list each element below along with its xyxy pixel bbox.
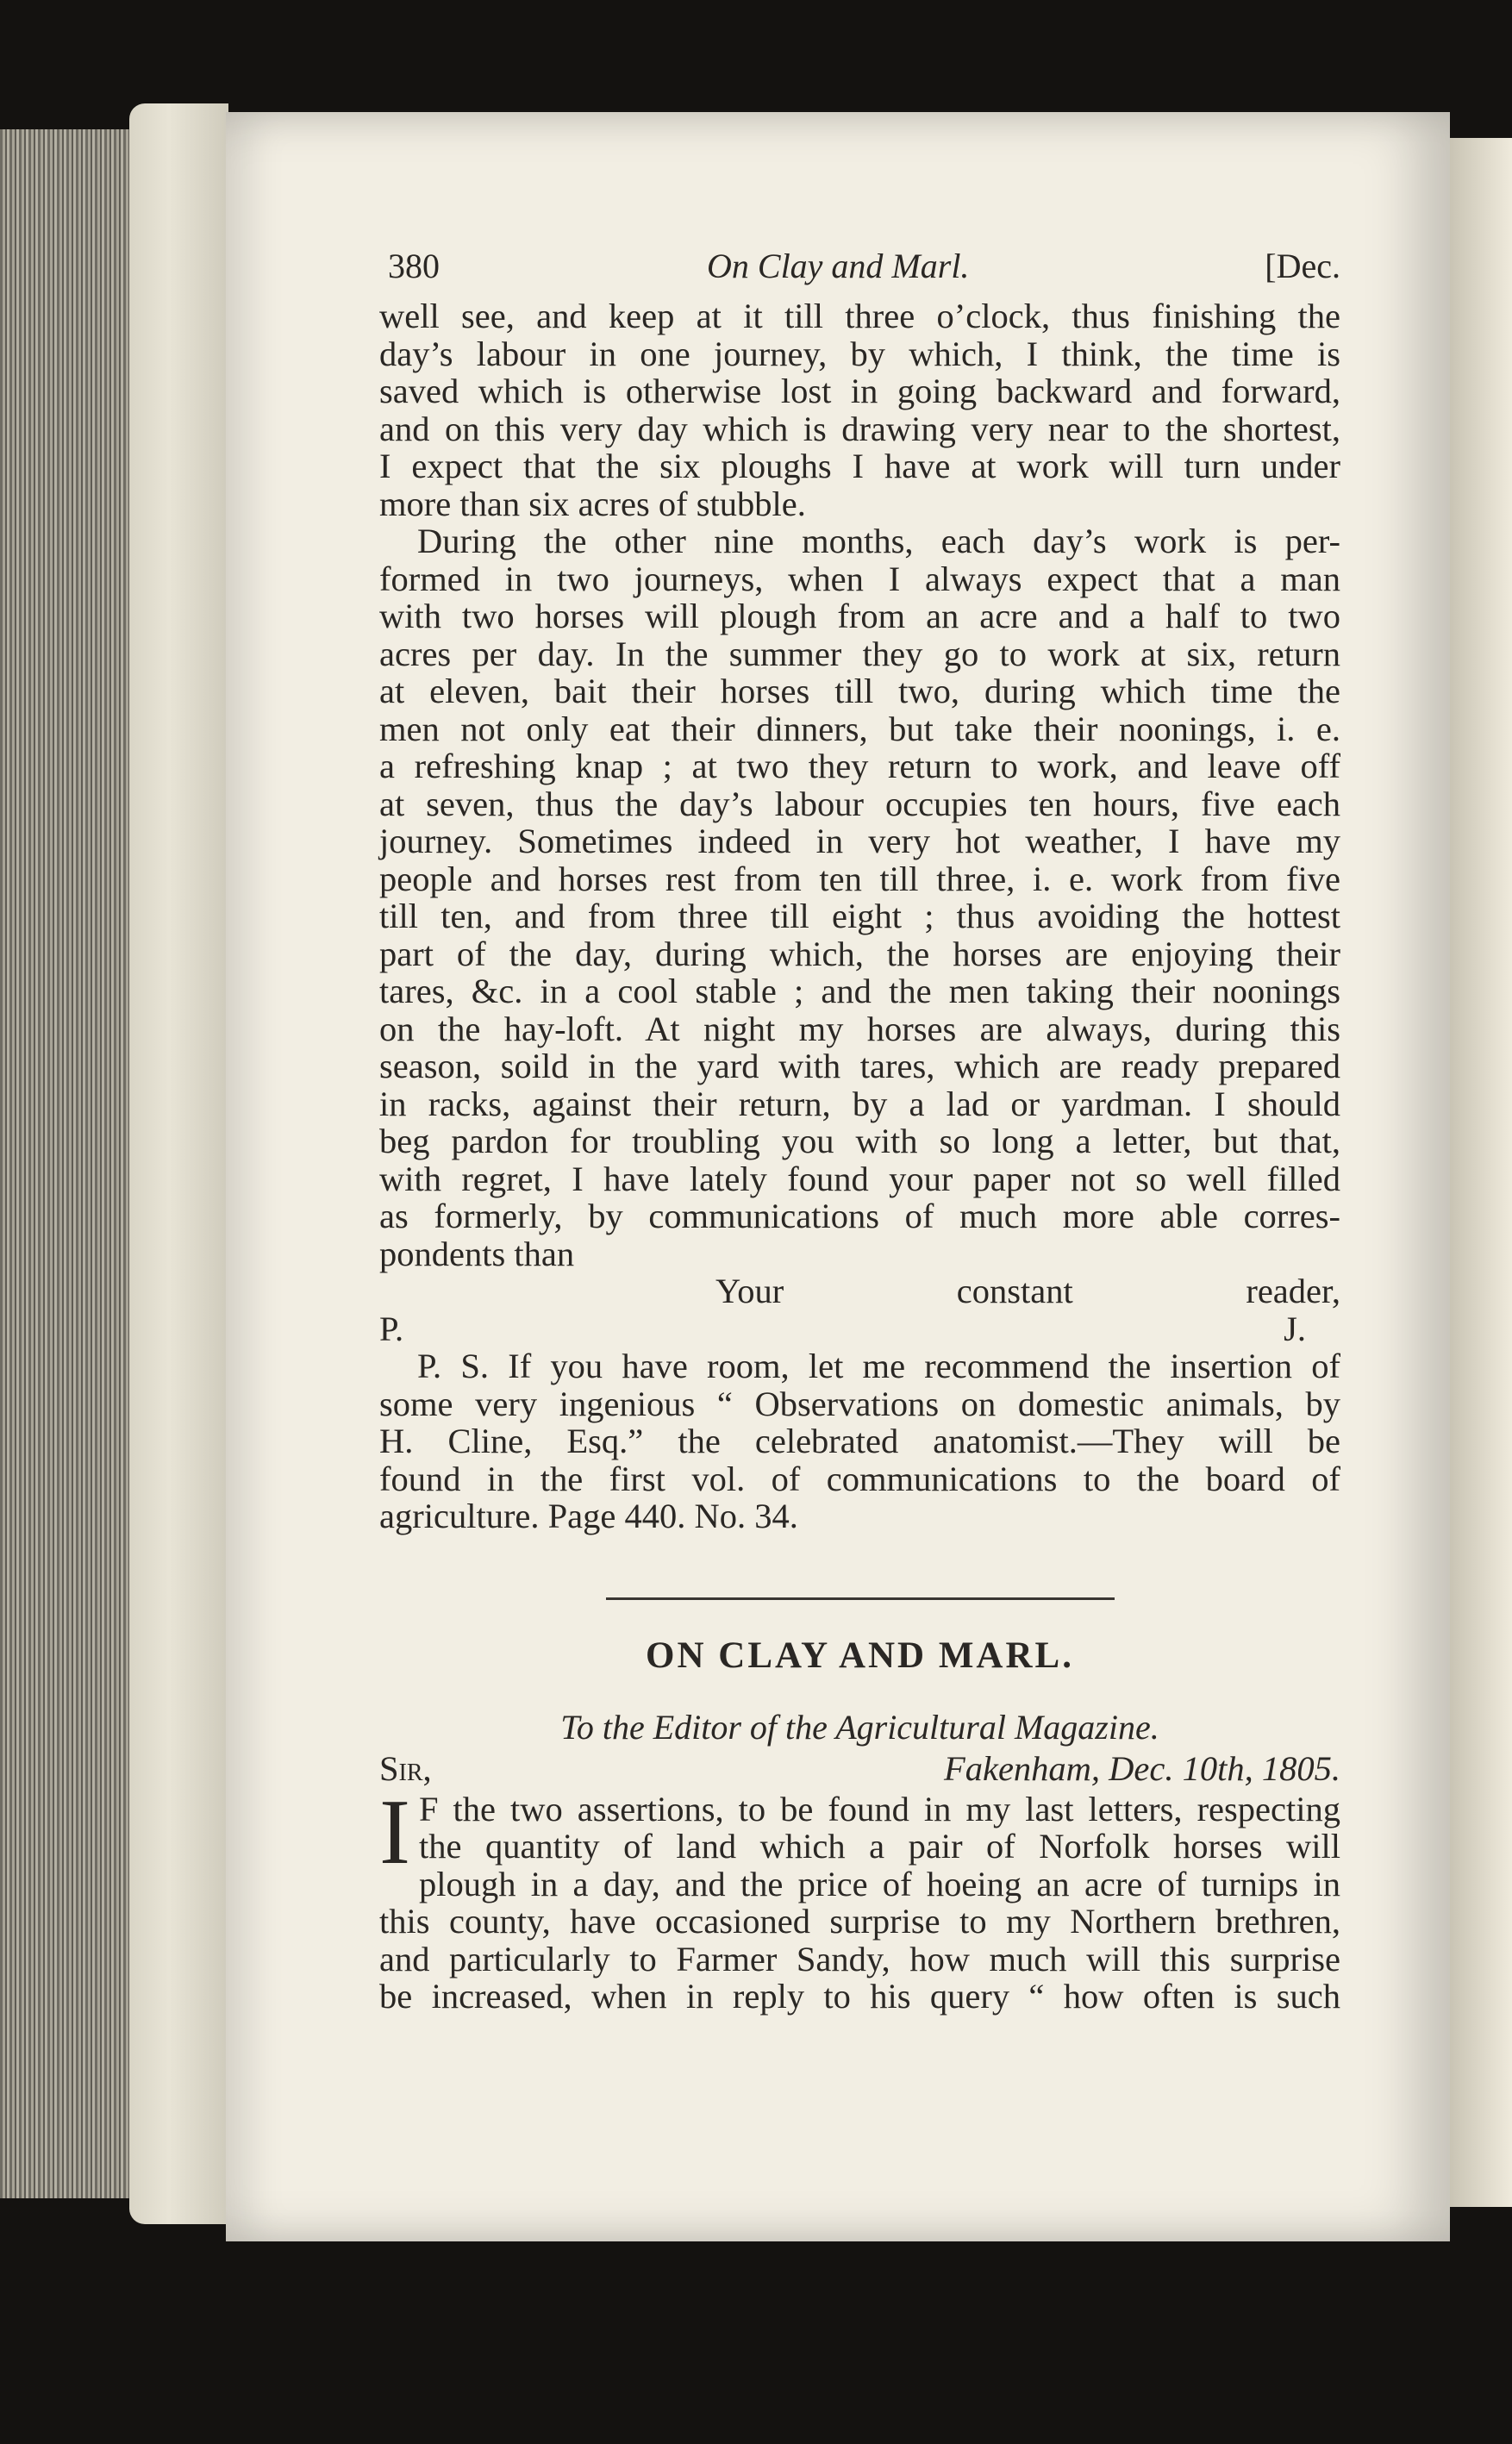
text-line: season, soild in the yard with tares, which are ready prepared [379,1047,1340,1085]
text-line: as formerly, by communications of much more able corres- [379,1197,1340,1235]
salutation-row [379,1747,1340,1791]
text-line: a refreshing knap ; at two they return to work, and leave off [379,747,1340,785]
text-line: people and horses rest from ten till three, i. e. work from five [379,859,1340,898]
text-line: day’s labour in one journey, by which, I think, the time is [379,334,1340,373]
letter-closing: Your constant reader, [715,1272,1340,1310]
text-line: with regret, I have lately found your paper not so well filled [379,1159,1340,1198]
text-line: on the hay-loft. At night my horses are always, during this [379,1009,1340,1048]
text-line: and on this very day which is drawing very near to the shortest, [379,409,1340,448]
text-line: tares, &c. in a cool stable ; and the men taking their noonings [379,972,1340,1010]
text-line: H. Cline, Esq.” the celebrated anatomist.—They will be [379,1422,1340,1460]
section-divider [606,1597,1115,1600]
text-line: this county, have occasioned surprise to my Northern brethren, [379,1902,1340,1941]
text-line: at seven, thus the day’s labour occupies ten hours, five each [379,784,1340,823]
drop-cap: I [379,1780,410,1884]
text-line: the quantity of land which a pair of Norfolk horses will [418,1827,1340,1866]
book-fore-edge [0,129,129,2198]
text-line: till ten, and from three till eight ; thus avoiding the hottest [379,897,1340,935]
page-stack [129,103,228,2224]
text-line: F the two assertions, to be found in my last letters, respecting [418,1789,1340,1828]
text-line: at eleven, bait their horses till two, during which time the [379,672,1340,710]
text-line: and particularly to Farmer Sandy, how much will this surprise [379,1939,1340,1978]
text-line: some very ingenious “ Observations on domestic animals, by [379,1384,1340,1423]
facing-page-edge [1450,138,1512,2207]
text-line: part of the day, during which, the horses are enjoying their [379,934,1340,973]
article-addressee: To the Editor of the Agricultural Magazine. [560,1707,1159,1747]
text-line: saved which is otherwise lost in going backward and forward, [379,372,1340,410]
text-line: found in the first vol. of communications to the board of [379,1459,1340,1498]
letter-signature: P. J. [379,1309,1306,1348]
text-line: more than six acres of stubble. [379,484,806,523]
text-line: journey. Sometimes indeed in very hot weather, I have my [379,822,1340,860]
text-line: plough in a day, and the price of hoeing an acre of turnips in [418,1864,1340,1903]
running-header [379,246,1340,297]
text-line: well see, and keep at it till three o’clock, thus finishing the [379,297,1340,335]
text-line: pondents than [379,1234,575,1273]
text-line: I expect that the six ploughs I have at work will turn under [379,447,1340,485]
place-date: Fakenham, Dec. 10th, 1805. [943,1748,1340,1788]
article-title: ON CLAY AND MARL. [646,1635,1074,1676]
letter-body [379,297,1340,1535]
page-number: 380 [388,247,440,285]
article-body [379,1780,1340,2016]
text-line: beg pardon for troubling you with so long a letter, but that, [379,1122,1340,1160]
text-line: with two horses will plough from an acre and a half to two [379,597,1340,635]
text-line: During the other nine months, each day’s work is per- [417,522,1340,560]
running-title: On Clay and Marl. [707,247,970,285]
running-month: [Dec. [1265,247,1340,285]
text-line: formed in two journeys, when I always expect that a man [379,559,1340,598]
text-line: P. S. If you have room, let me recommend the insertion of [417,1347,1340,1385]
text-line: in racks, against their return, by a lad or yardman. I should [379,1084,1340,1123]
page-content [379,246,1340,2016]
text-line: agriculture. Page 440. No. 34. [379,1497,798,1535]
text-line: men not only eat their dinners, but take their noonings, i. e. [379,709,1340,748]
salutation: Sir, [379,1748,432,1788]
text-line: acres per day. In the summer they go to work at six, return [379,634,1340,673]
text-line: be increased, when in reply to his query “ how often is such [379,1977,1340,2016]
